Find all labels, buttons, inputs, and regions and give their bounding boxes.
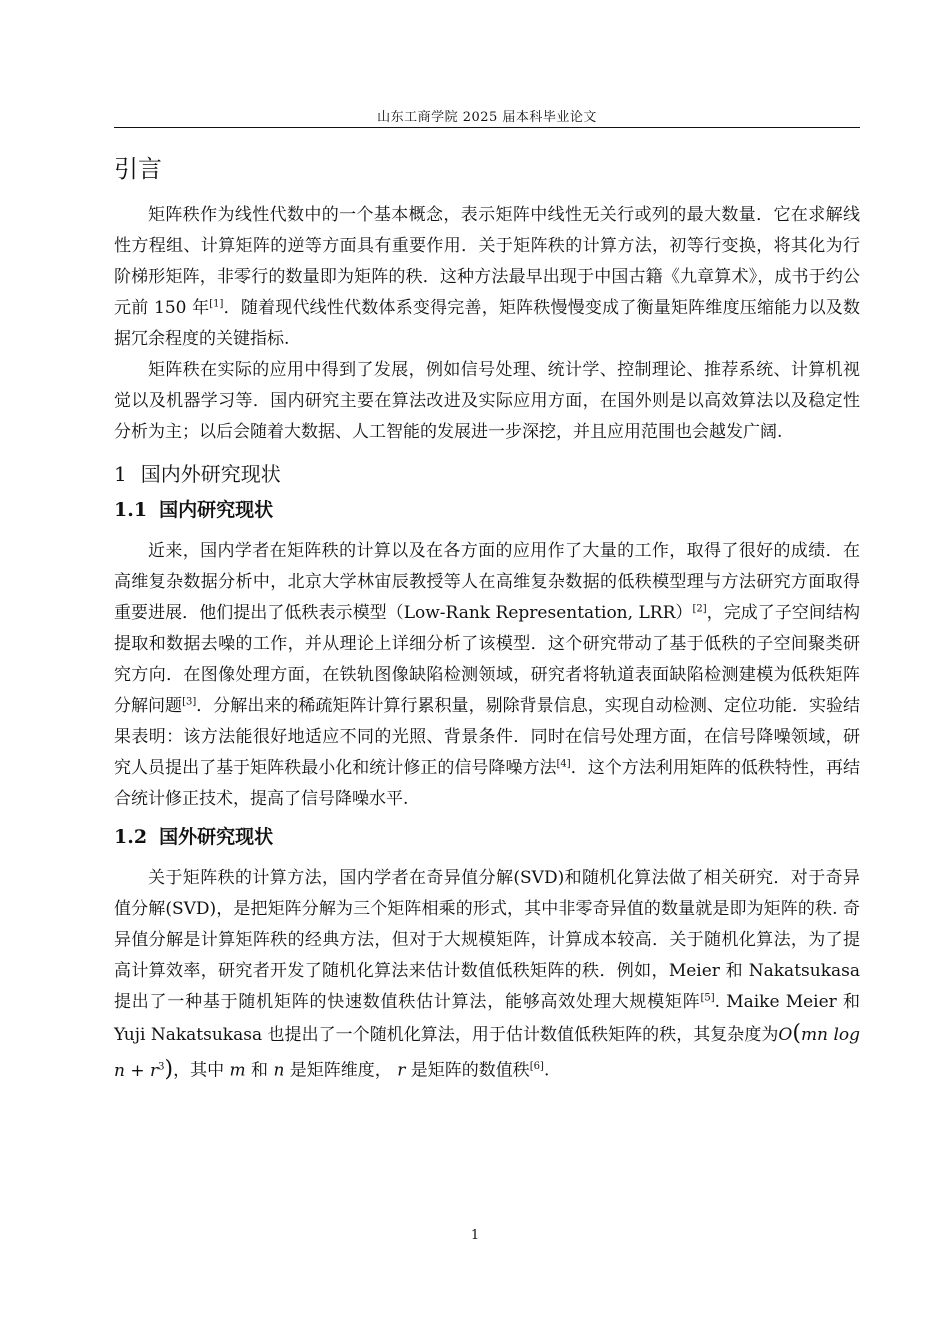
citation-ref[interactable]: [2] bbox=[692, 603, 707, 615]
section-number: 1 bbox=[114, 462, 127, 486]
formula-close-paren: ) bbox=[164, 1056, 174, 1082]
formula-inner: mn log n + r bbox=[114, 1025, 860, 1081]
subsection-heading-1-1 bbox=[114, 496, 860, 524]
text-run: ．这个方法利用矩阵的低秩特性，再结合统计修正技术，提高了信号降噪水平. bbox=[114, 758, 860, 809]
subsection-title: 国外研究现状 bbox=[159, 826, 274, 848]
text-run: ，其中 bbox=[173, 1060, 230, 1081]
math-variable: r bbox=[397, 1060, 406, 1081]
subsection-number: 1.2 bbox=[114, 826, 148, 848]
domestic-research-paragraph bbox=[114, 536, 860, 815]
header-rule bbox=[114, 127, 860, 128]
text-run: ．分解出来的稀疏矩阵计算行累积量，剔除背景信息，实现自动检测、定位功能．实验结果表明：该方法能很好地适应不同的光照、背景条件．同时在信号处理方面，在信号降噪领域，研究人员提出了基于矩阵秩最小化和统计修正的信号降噪方法 bbox=[114, 696, 860, 778]
intro-heading: 引言 bbox=[114, 155, 162, 183]
subsection-number: 1.1 bbox=[114, 499, 148, 521]
text-run: . Maike Meier 和 Yuji Nakatsukasa 也提出了一个随机化算法，用于估计数值低秩矩阵的秩，其复杂度为 bbox=[114, 992, 860, 1045]
section-title: 国内外研究现状 bbox=[140, 462, 281, 486]
citation-ref[interactable]: [4] bbox=[556, 758, 571, 770]
page-content bbox=[114, 146, 860, 1087]
formula-exponent: 3 bbox=[158, 1061, 165, 1072]
math-variable: n bbox=[273, 1060, 285, 1081]
citation-ref[interactable]: [5] bbox=[700, 992, 715, 1004]
text-run: ．随着现代线性代数体系变得完善，矩阵秩慢慢变成了衡量矩阵维度压缩能力以及数据冗余程度的关键指标. bbox=[114, 298, 860, 349]
intro-paragraph-2: 矩阵秩在实际的应用中得到了发展，例如信号处理、统计学、控制理论、推荐系统、计算机视觉以及机器学习等．国内研究主要在算法改进及实际应用方面，在国外则是以高效算法以及稳定性分析为主；以后会随着大数据、人工智能的发展进一步深挖，并且应用范围也会越发广阔. bbox=[114, 360, 860, 442]
text-run: 和 bbox=[245, 1060, 274, 1081]
math-variable: m bbox=[229, 1060, 246, 1081]
formula-open-paren: ( bbox=[792, 1021, 801, 1046]
foreign-research-paragraph bbox=[114, 863, 860, 1087]
text-run: 是矩阵维度， bbox=[284, 1060, 398, 1081]
running-header: 山东工商学院 2025 届本科毕业论文 bbox=[377, 110, 597, 125]
citation-ref[interactable]: [3] bbox=[182, 696, 197, 708]
page-number: 1 bbox=[470, 1228, 480, 1243]
subsection-title: 国内研究现状 bbox=[159, 499, 274, 521]
subsection-heading-1-2 bbox=[114, 823, 860, 851]
text-run: . bbox=[543, 1060, 550, 1081]
text-run: ，完成了子空间结构提取和数据去噪的工作，并从理论上详细分析了该模型．这个研究带动了基于低秩的子空间聚类研究方向．在图像处理方面，在铁轨图像缺陷检测领域，研究者将轨道表面缺陷检测建模为低秩矩阵分解问题 bbox=[114, 603, 860, 716]
citation-ref[interactable]: [1] bbox=[209, 298, 224, 310]
text-run: 近来，国内学者在矩阵秩的计算以及在各方面的应用作了大量的工作，取得了很好的成绩．在高维复杂数据分析中，北京大学林宙辰教授等人在高维复杂数据的低秩模型理与方法研究方面取得重要进展．他们提出了低秩表示模型（Low-Rank Representation, LRR） bbox=[114, 541, 860, 623]
text-run: 关于矩阵秩的计算方法，国内学者在奇异值分解(SVD)和随机化算法做了相关研究．对于奇异值分解(SVD)，是把矩阵分解为三个矩阵相乘的形式，其中非零奇异值的数量就是即为矩阵的秩. 奇异值分解是计算矩阵秩的经典方法，但对于大规模矩阵，计算成本较高．关于随机化算法，为了提高计算效率，研究者开发了随机化算法来估计数值低秩矩阵的秩．例如，Meier 和 Nakatsukasa 提出了一种基于随机矩阵的快速数值秩估计算法，能够高效处理大规模矩阵 bbox=[114, 868, 860, 1012]
citation-ref[interactable]: [6] bbox=[529, 1061, 544, 1072]
text-run: 矩阵秩作为线性代数中的一个基本概念，表示矩阵中线性无关行或列的最大数量．它在求解线性方程组、计算矩阵的逆等方面具有重要作用．关于矩阵秩的计算方法，初等行变换，将其化为行阶梯形矩阵，非零行的数量即为矩阵的秩．这种方法最早出现于中国古籍《九章算术》，成书于约公元前 150 年 bbox=[114, 205, 860, 318]
formula-big-o: O bbox=[778, 1025, 793, 1045]
intro-paragraph-1 bbox=[114, 200, 860, 355]
section-heading-1 bbox=[114, 460, 860, 488]
text-run: 是矩阵的数值秩 bbox=[405, 1060, 530, 1081]
